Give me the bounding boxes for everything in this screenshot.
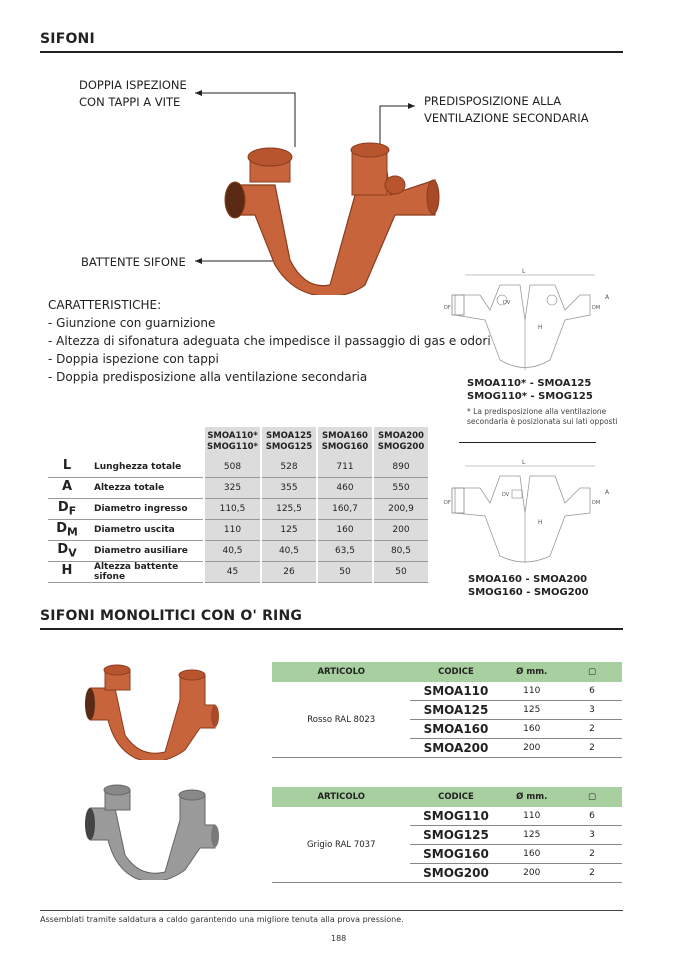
table-row: $D_F$ Diametro ingresso 110,5 125,5 160,7 200,9 bbox=[48, 499, 428, 520]
diagram2-caption: SMOA160 - SMOA200 SMOG160 - SMOG200 bbox=[468, 574, 589, 598]
table-row: SMOA125 125 3 bbox=[272, 701, 622, 720]
feature-item: - Doppia ispezione con tappi bbox=[48, 352, 219, 366]
table-row: SMOA200 200 2 bbox=[272, 739, 622, 758]
table-row: L Lunghezza totale 508 528 711 890 bbox=[48, 457, 428, 478]
dim-label-a: A bbox=[605, 294, 610, 301]
callout-battente: BATTENTE SIFONE bbox=[81, 255, 186, 269]
table-row: SMOA160 160 2 bbox=[272, 720, 622, 739]
box-icon: ▢ bbox=[587, 667, 596, 677]
section2-rule bbox=[40, 628, 623, 630]
article-table-red bbox=[272, 662, 622, 758]
features-heading: CARATTERISTICHE: bbox=[48, 298, 162, 312]
dim-label-h: H bbox=[538, 324, 543, 331]
technical-drawing-1 bbox=[440, 265, 615, 375]
dim-label-df: DF bbox=[444, 305, 451, 311]
dim-label-df: DF bbox=[444, 500, 451, 506]
diagram1-note: * La predisposizione alla ventilazione secondaria è posizionata sui lati opposti bbox=[467, 407, 618, 426]
page-number: 188 bbox=[331, 934, 347, 943]
diagram-divider bbox=[459, 442, 596, 443]
table-row: SMOG125 125 3 bbox=[272, 826, 622, 845]
dim-label-dm: DM bbox=[592, 500, 601, 506]
feature-item: - Giunzione con guarnizione bbox=[48, 316, 216, 330]
grey-siphon-image bbox=[80, 780, 225, 880]
footer-note: Assemblati tramite saldatura a caldo garantendo una migliore tenuta alla prova pressione. bbox=[40, 915, 404, 924]
page-title: SIFONI bbox=[40, 31, 95, 47]
spec-col-header: SMOA110* SMOG110* bbox=[204, 427, 261, 457]
title-rule bbox=[40, 51, 623, 53]
feature-item: - Doppia predisposizione alla ventilazione secondaria bbox=[48, 370, 368, 384]
feature-item: - Altezza di sifonatura adeguata che impedisce il passaggio di gas e odori bbox=[48, 334, 491, 348]
callout-predisposizione: PREDISPOSIZIONE ALLA VENTILAZIONE SECONDARIA bbox=[424, 94, 589, 125]
spec-table bbox=[48, 427, 428, 583]
dim-label-l: L bbox=[522, 268, 526, 275]
table-row: H Altezza battente sifone 45 26 50 50 bbox=[48, 562, 428, 583]
dim-label-dv: DV bbox=[503, 300, 511, 306]
dim-label-a: A bbox=[605, 489, 610, 496]
spec-table-header bbox=[48, 427, 428, 457]
table-row: SMOG160 160 2 bbox=[272, 845, 622, 864]
dim-label-l: L bbox=[522, 459, 526, 466]
callout-doppia-ispezione: DOPPIA ISPEZIONE CON TAPPI A VITE bbox=[79, 78, 187, 109]
article-table-grey bbox=[272, 787, 622, 883]
table-row: Rosso RAL 8023 SMOA110 110 6 bbox=[272, 682, 622, 701]
article-table-header: ARTICOLO CODICE Ø mm. ▢ bbox=[272, 787, 622, 807]
spec-col-header: SMOA125 SMOG125 bbox=[261, 427, 317, 457]
table-row: SMOG200 200 2 bbox=[272, 864, 622, 883]
footer-rule bbox=[40, 910, 623, 911]
dim-label-h: H bbox=[538, 519, 543, 526]
table-row: A Altezza totale 325 355 460 550 bbox=[48, 478, 428, 499]
dim-label-dv: DV bbox=[502, 492, 510, 498]
table-row: Grigio RAL 7037 SMOG110 110 6 bbox=[272, 807, 622, 826]
article-table-header: ARTICOLO CODICE Ø mm. ▢ bbox=[272, 662, 622, 682]
technical-drawing-2 bbox=[440, 458, 615, 568]
features-list bbox=[48, 296, 491, 386]
table-row: $D_M$ Diametro uscita 110 125 160 200 bbox=[48, 520, 428, 541]
diagram1-caption: SMOA110* - SMOA125 SMOG110* - SMOG125 bbox=[467, 378, 593, 402]
siphon-main-illustration bbox=[195, 85, 495, 295]
spec-col-header: SMOA200 SMOG200 bbox=[373, 427, 428, 457]
section2-title: SIFONI MONOLITICI CON O' RING bbox=[40, 608, 303, 624]
spec-col-header: SMOA160 SMOG160 bbox=[317, 427, 373, 457]
box-icon: ▢ bbox=[587, 792, 596, 802]
table-row: $D_V$ Diametro ausiliare 40,5 40,5 63,5 80,5 bbox=[48, 541, 428, 562]
red-siphon-image bbox=[80, 660, 225, 760]
dim-label-dm: DM bbox=[592, 305, 601, 311]
